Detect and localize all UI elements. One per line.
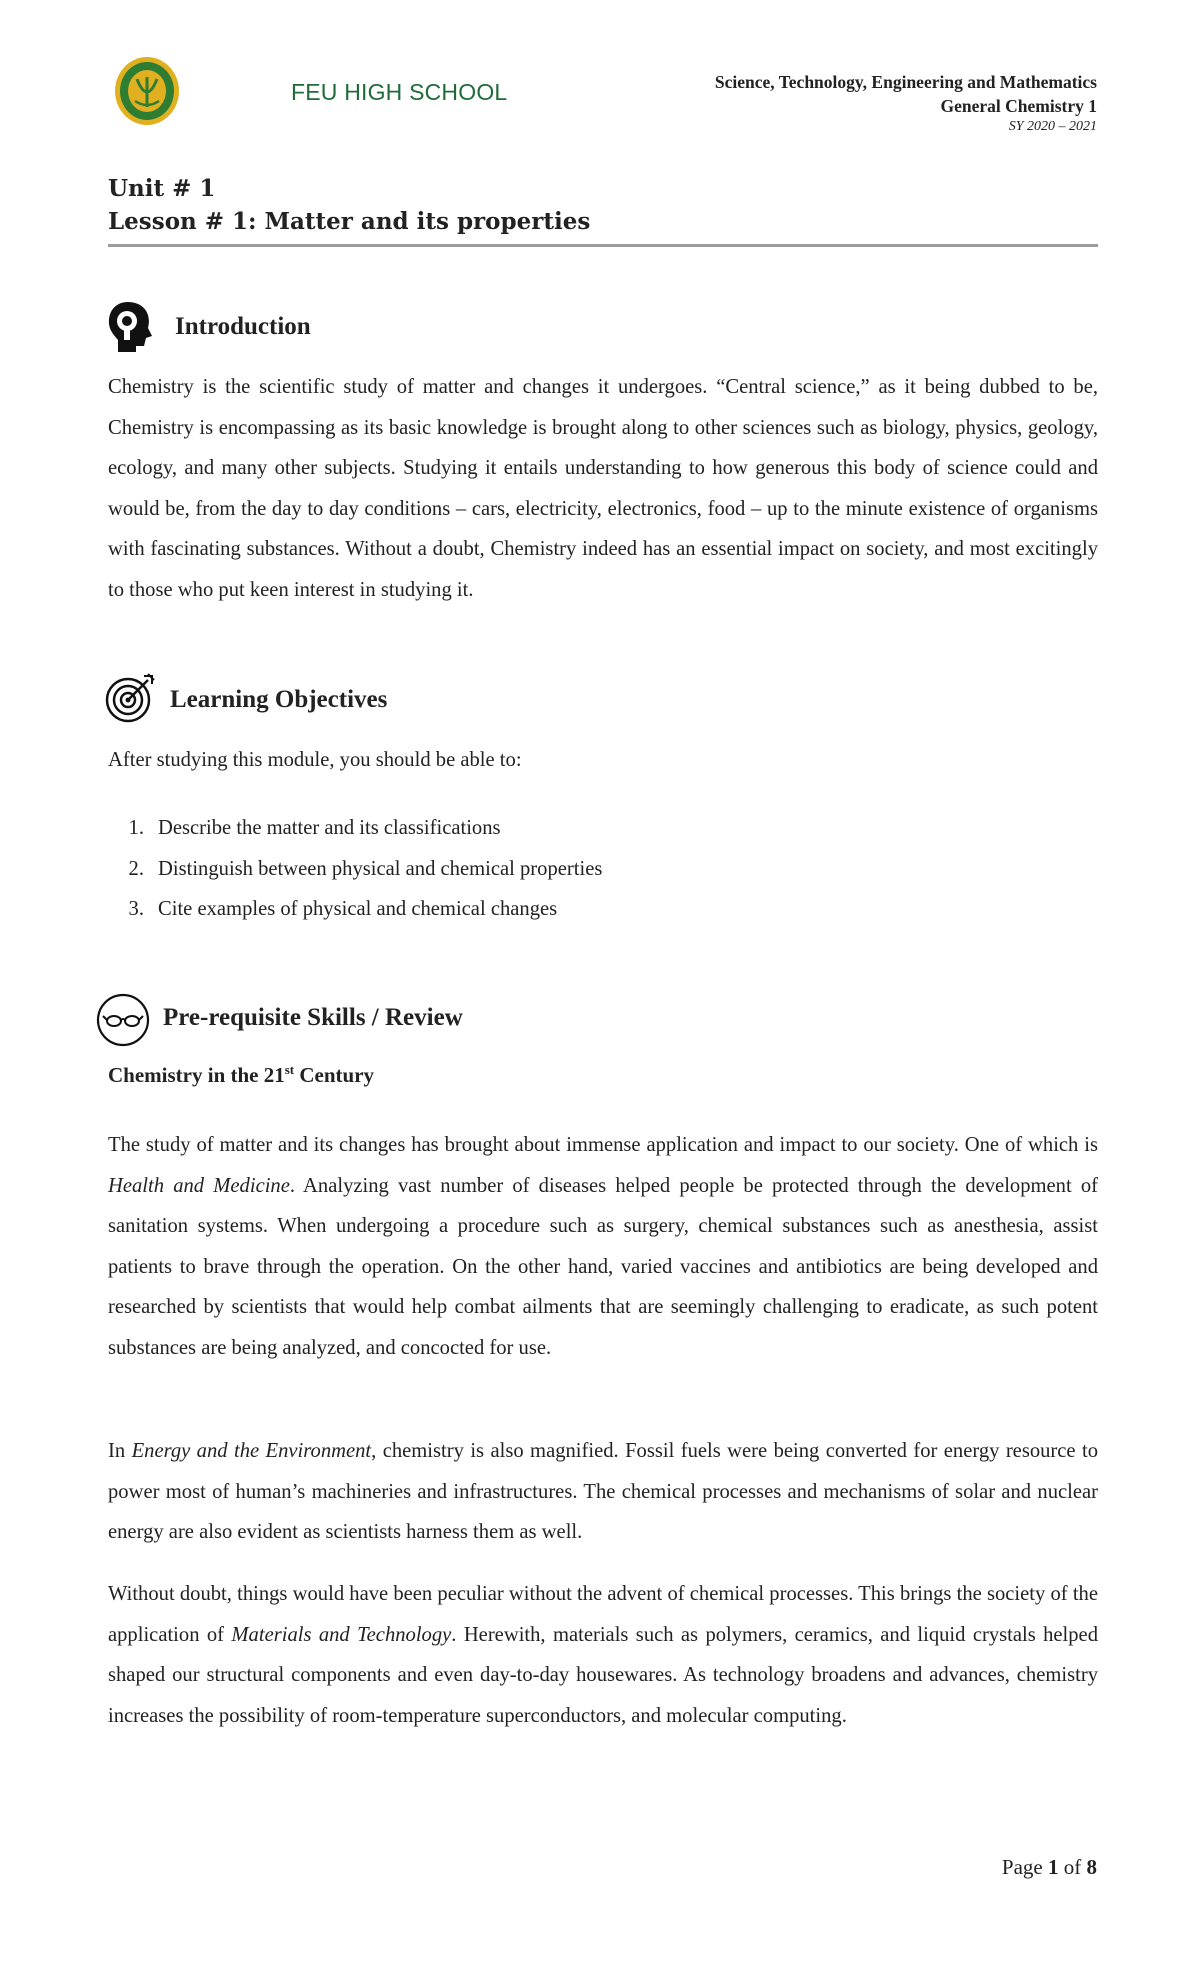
list-item: 3. Cite examples of physical and chemical changes	[128, 898, 558, 920]
lesson-label: Lesson # 1: Matter and its properties	[108, 208, 591, 235]
list-item: 2. Distinguish between physical and chemical properties	[128, 857, 603, 880]
school-year: SY 2020 – 2021	[1008, 119, 1097, 134]
subject-name: General Chemistry 1	[940, 96, 1097, 116]
objectives-list	[108, 808, 602, 930]
program-name: Science, Technology, Engineering and Mathematics	[714, 72, 1097, 92]
school-seal-icon	[113, 55, 181, 127]
objectives-lead: After studying this module, you should be able to:	[108, 749, 522, 771]
introduction-heading: Introduction	[175, 313, 311, 340]
unit-lesson-title	[108, 172, 590, 238]
header-info	[715, 70, 1097, 136]
lightbulb-head-icon	[106, 300, 158, 358]
objectives-heading: Learning Objectives	[170, 686, 388, 713]
title-divider	[108, 244, 1098, 247]
target-icon	[104, 672, 156, 724]
glasses-icon	[96, 993, 150, 1047]
list-item: 1. Describe the matter and its classifications	[128, 817, 501, 839]
unit-label: Unit # 1	[108, 175, 216, 202]
introduction-paragraph: Chemistry is the scientific study of matter and changes it undergoes. “Central science,” as it being dubbed to be, Chemistry is encompassing as its basic knowledge is brought along to other sciences such as biology, physics, geology, ecology, and many other subjects. Studying it entails understanding to how generous this body of science could and would be, from the day to day conditions – cars, electricity, electronics, food – up to the minute existence of organisms with fascinating substances. Without a doubt, Chemistry indeed has an essential impact on society, and most excitingly to those who put keen interest in studying it.	[108, 376, 1098, 601]
page-number: Page 1 of 8	[1001, 1855, 1097, 1879]
materials-technology-paragraph: Without doubt, things would have been peculiar without the advent of chemical processes. This brings the society of the application of Materials and Technology. Herewith, materials such as polymers, ceramics, and liquid crystals helped shaped our structural components and even day-to-day housewares. As technology broadens and advances, chemistry increases the possibility of room-temperature superconductors, and molecular computing.	[108, 1583, 1098, 1727]
health-medicine-paragraph: The study of matter and its changes has brought about immense application and impact to our society. One of which is Health and Medicine. Analyzing vast number of diseases helped people be protected through the development of sanitation systems. When undergoing a procedure such as surgery, chemical substances such as anesthesia, assist patients to brave through the operation. On the other hand, varied vaccines and antibiotics are being developed and researched by scientists that would help combat ailments that are seemingly challenging to eradicate, as such potent substances are being analyzed, and concocted for use.	[108, 1134, 1098, 1359]
school-name: FEU HIGH SCHOOL	[291, 79, 508, 105]
prerequisite-subheading: Chemistry in the 21st Century	[108, 1062, 375, 1087]
energy-environment-paragraph: In Energy and the Environment, chemistry is also magnified. Fossil fuels were being converted for energy resource to power most of human’s machineries and infrastructures. The chemical processes and mechanisms of solar and nuclear energy are also evident as scientists harness them as well.	[108, 1440, 1098, 1544]
school-logo	[113, 55, 508, 127]
prerequisite-heading: Pre-requisite Skills / Review	[163, 1004, 463, 1031]
